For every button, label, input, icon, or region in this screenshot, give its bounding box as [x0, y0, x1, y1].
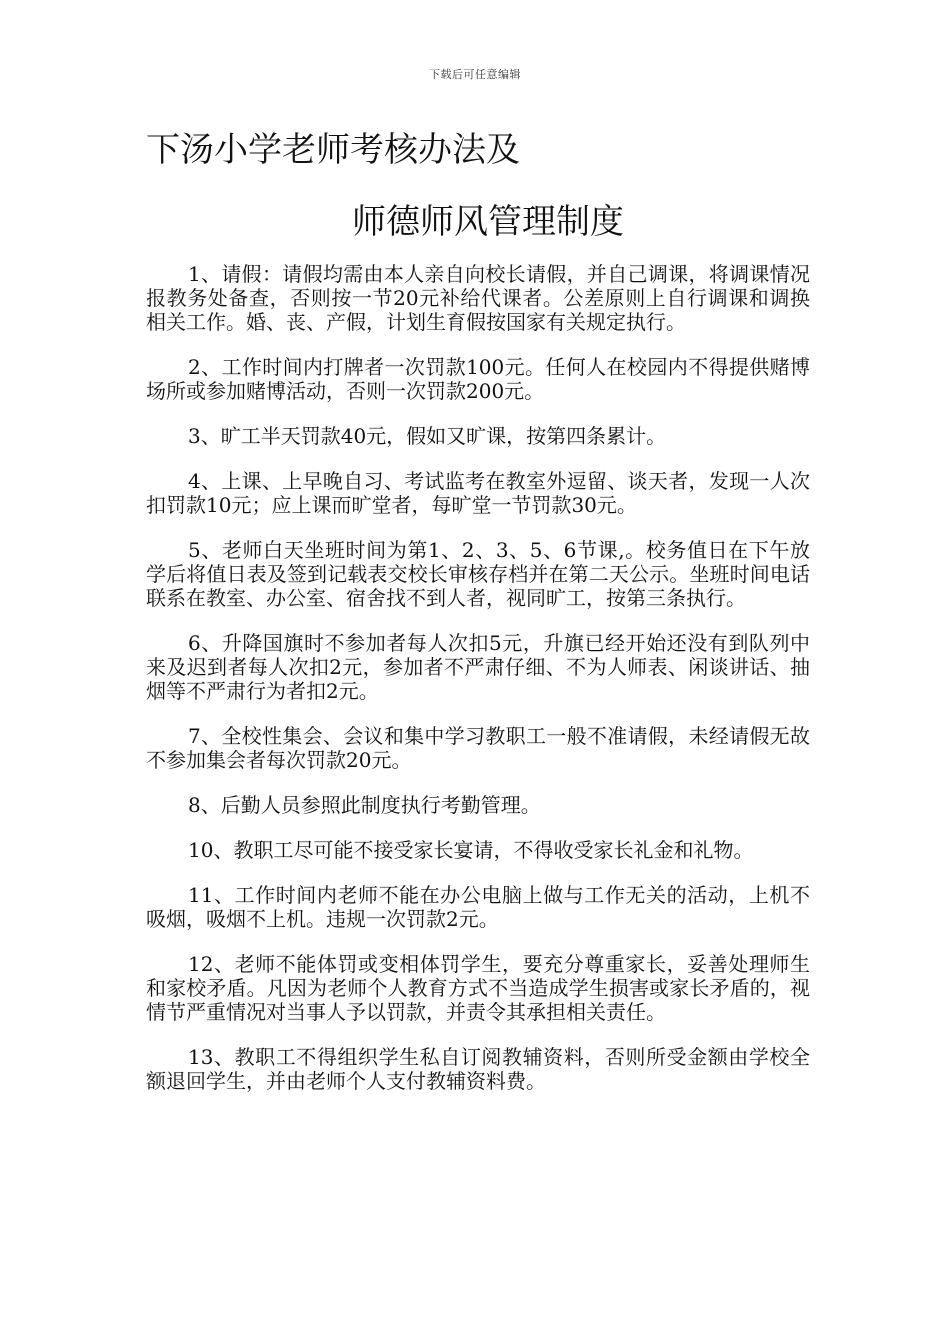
rule-paragraph-5: 5、老师白天坐班时间为第1、2、3、5、6节课,。校务值日在下午放学后将值日表及签到记载表交校长审核存档并在第二天公示。坐班时间电话联系在教室、办公室、宿舍找不到人者，视同旷工，按第三条执行。 — [146, 538, 810, 610]
rule-paragraph-10: 10、教职工尽可能不接受家长宴请，不得收受家长礼金和礼物。 — [188, 838, 754, 862]
rule-paragraph-12: 12、老师不能体罚或变相体罚学生，要充分尊重家长，妥善处理师生和家校矛盾。凡因为老师个人教育方式不当造成学生损害或家长矛盾的，视情节严重情况对当事人予以罚款，并责令其承担相关责任。 — [146, 952, 810, 1024]
rule-paragraph-4: 4、上课、上早晚自习、考试监考在教室外逗留、谈天者，发现一人次扣罚款10元；应上课而旷堂者，每旷堂一节罚款30元。 — [146, 469, 810, 517]
document-title-line-2: 师德师风管理制度 — [352, 202, 624, 242]
rule-paragraph-11: 11、工作时间内老师不能在办公电脑上做与工作无关的活动，上机不吸烟，吸烟不上机。违规一次罚款2元。 — [146, 883, 810, 931]
header-note: 下载后可任意编辑 — [429, 68, 521, 81]
document-body — [146, 262, 810, 1114]
rule-paragraph-7: 7、全校性集会、会议和集中学习教职工一般不准请假，未经请假无故不参加集会者每次罚款20元。 — [146, 724, 810, 772]
rule-paragraph-8: 8、后勤人员参照此制度执行考勤管理。 — [188, 793, 541, 817]
rule-paragraph-13: 13、教职工不得组织学生私自订阅教辅资料，否则所受金额由学校全额退回学生，并由老师个人支付教辅资料费。 — [146, 1045, 810, 1093]
rule-paragraph-1: 1、请假：请假均需由本人亲自向校长请假，并自己调课，将调课情况报教务处备查，否则按一节20元补给代课者。公差原则上自行调课和调换相关工作。婚、丧、产假，计划生育假按国家有关规定执行。 — [146, 262, 810, 334]
rule-paragraph-3: 3、旷工半天罚款40元，假如又旷课，按第四条累计。 — [188, 424, 667, 448]
document-title-line-1: 下汤小学老师考核办法及 — [146, 130, 520, 170]
rule-paragraph-2: 2、工作时间内打牌者一次罚款100元。任何人在校园内不得提供赌博场所或参加赌博活动，否则一次罚款200元。 — [146, 355, 810, 403]
rule-paragraph-6: 6、升降国旗时不参加者每人次扣5元，升旗已经开始还没有到队列中来及迟到者每人次扣2元，参加者不严肃仔细、不为人师表、闲谈讲话、抽烟等不严肃行为者扣2元。 — [146, 631, 810, 703]
